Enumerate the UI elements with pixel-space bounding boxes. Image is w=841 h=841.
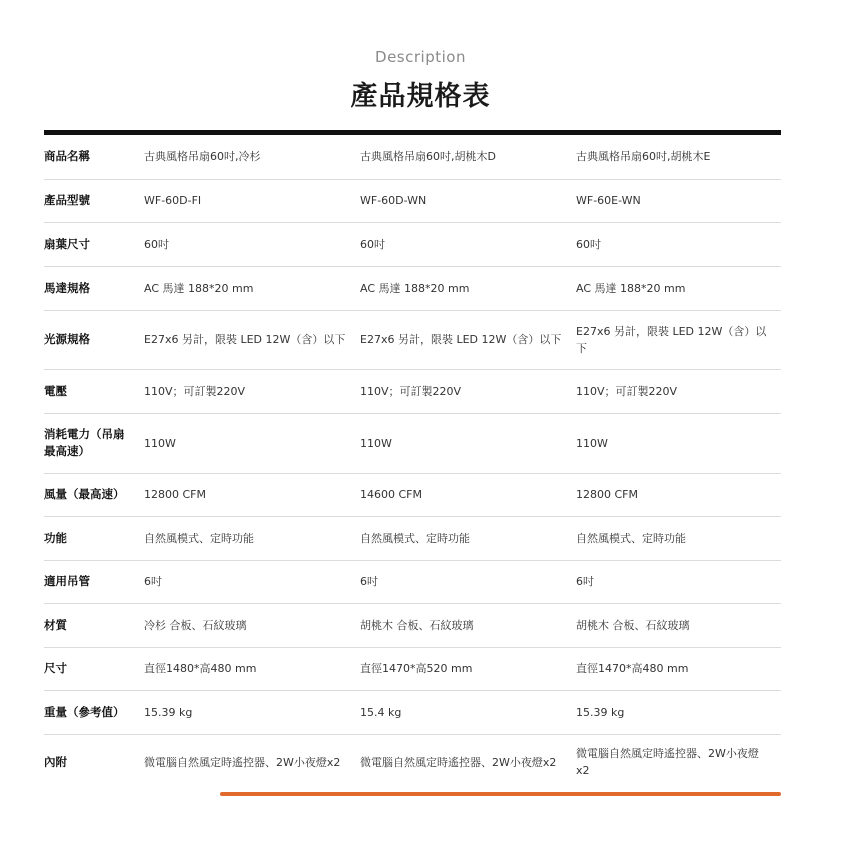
spec-row-power xyxy=(44,413,781,473)
spec-value: 110W xyxy=(144,413,360,473)
spec-value: 微電腦自然風定時遙控器、2W小夜燈x2 xyxy=(360,755,557,769)
spec-value: WF-60E-WN xyxy=(576,179,781,222)
spec-value: 微電腦自然風定時遙控器、2W小夜燈x2 xyxy=(144,755,341,769)
spec-row-airflow xyxy=(44,473,781,516)
spec-value: AC 馬達 188*20 mm xyxy=(360,266,576,310)
spec-value: 110W xyxy=(360,413,576,473)
spec-value: 冷杉 合板、石紋玻璃 xyxy=(144,603,360,647)
spec-label: 功能 xyxy=(44,516,144,560)
spec-value: WF-60D-WN xyxy=(360,179,576,222)
spec-row-material xyxy=(44,603,781,647)
spec-value: E27x6 另計，限裝 LED 12W（含）以下 xyxy=(576,310,781,369)
spec-label: 產品型號 xyxy=(44,179,144,222)
spec-value: 直徑1470*高520 mm xyxy=(360,647,576,690)
description-eyebrow: Description xyxy=(375,48,466,66)
spec-value: 古典風格吊扇60吋,冷杉 xyxy=(144,135,360,179)
spec-value: 6吋 xyxy=(144,560,360,603)
spec-value: 110V；可訂製220V xyxy=(576,369,781,413)
spec-value: 15.39 kg xyxy=(576,690,781,734)
spec-label: 馬達規格 xyxy=(44,266,144,310)
spec-value: 古典風格吊扇60吋,胡桃木D xyxy=(360,135,576,179)
spec-value: AC 馬達 188*20 mm xyxy=(144,266,360,310)
spec-value: 60吋 xyxy=(144,222,360,266)
spec-value: 自然風模式、定時功能 xyxy=(576,516,781,560)
spec-value: 14600 CFM xyxy=(360,473,576,516)
spec-value: 110V；可訂製220V xyxy=(144,369,360,413)
spec-value: 60吋 xyxy=(360,222,576,266)
spec-value: 6吋 xyxy=(360,560,576,603)
spec-value: 15.39 kg xyxy=(144,690,360,734)
spec-row-weight xyxy=(44,690,781,734)
spec-label: 材質 xyxy=(44,603,144,647)
spec-value: AC 馬達 188*20 mm xyxy=(576,266,781,310)
spec-label: 尺寸 xyxy=(44,647,144,690)
spec-label: 光源規格 xyxy=(44,310,144,369)
spec-value: 胡桃木 合板、石紋玻璃 xyxy=(360,603,576,647)
spec-row-blade-size xyxy=(44,222,781,266)
page-title: 產品規格表 xyxy=(350,81,491,112)
spec-value: 胡桃木 合板、石紋玻璃 xyxy=(576,603,781,647)
spec-value: 110W xyxy=(576,413,781,473)
spec-value: 自然風模式、定時功能 xyxy=(360,516,576,560)
spec-row-function xyxy=(44,516,781,560)
spec-value: WF-60D-FI xyxy=(144,179,360,222)
spec-label: 重量（參考值） xyxy=(44,690,144,734)
spec-value: 15.4 kg xyxy=(360,690,576,734)
spec-label: 適用吊管 xyxy=(44,560,144,603)
accent-bar xyxy=(220,792,781,796)
spec-row-product-name xyxy=(44,135,781,179)
spec-row-downrod xyxy=(44,560,781,603)
spec-row-motor xyxy=(44,266,781,310)
spec-value: 6吋 xyxy=(576,560,781,603)
spec-row-light-source xyxy=(44,310,781,369)
spec-value: E27x6 另計，限裝 LED 12W（含）以下 xyxy=(360,310,576,369)
spec-value: 60吋 xyxy=(576,222,781,266)
spec-row-model xyxy=(44,179,781,222)
spec-value: 古典風格吊扇60吋,胡桃木E xyxy=(576,135,781,179)
spec-value: 自然風模式、定時功能 xyxy=(144,516,360,560)
spec-label: 消耗電力（吊扇最高速） xyxy=(44,413,144,473)
spec-label: 扇葉尺寸 xyxy=(44,222,144,266)
spec-value: E27x6 另計，限裝 LED 12W（含）以下 xyxy=(144,310,360,369)
spec-row-voltage xyxy=(44,369,781,413)
spec-label: 風量（最高速） xyxy=(44,473,144,516)
spec-value: 12800 CFM xyxy=(576,473,781,516)
spec-table xyxy=(44,135,781,790)
spec-value: 110V；可訂製220V xyxy=(360,369,576,413)
spec-row-dimensions xyxy=(44,647,781,690)
spec-value: 直徑1480*高480 mm xyxy=(144,647,360,690)
spec-value: 12800 CFM xyxy=(144,473,360,516)
spec-label: 內附 xyxy=(44,754,67,769)
spec-value: 微電腦自然風定時遙控器、2W小夜燈x2 xyxy=(576,747,759,778)
spec-row-included xyxy=(44,734,781,790)
spec-value: 直徑1470*高480 mm xyxy=(576,647,781,690)
spec-label: 商品名稱 xyxy=(44,135,144,179)
spec-label: 電壓 xyxy=(44,369,144,413)
